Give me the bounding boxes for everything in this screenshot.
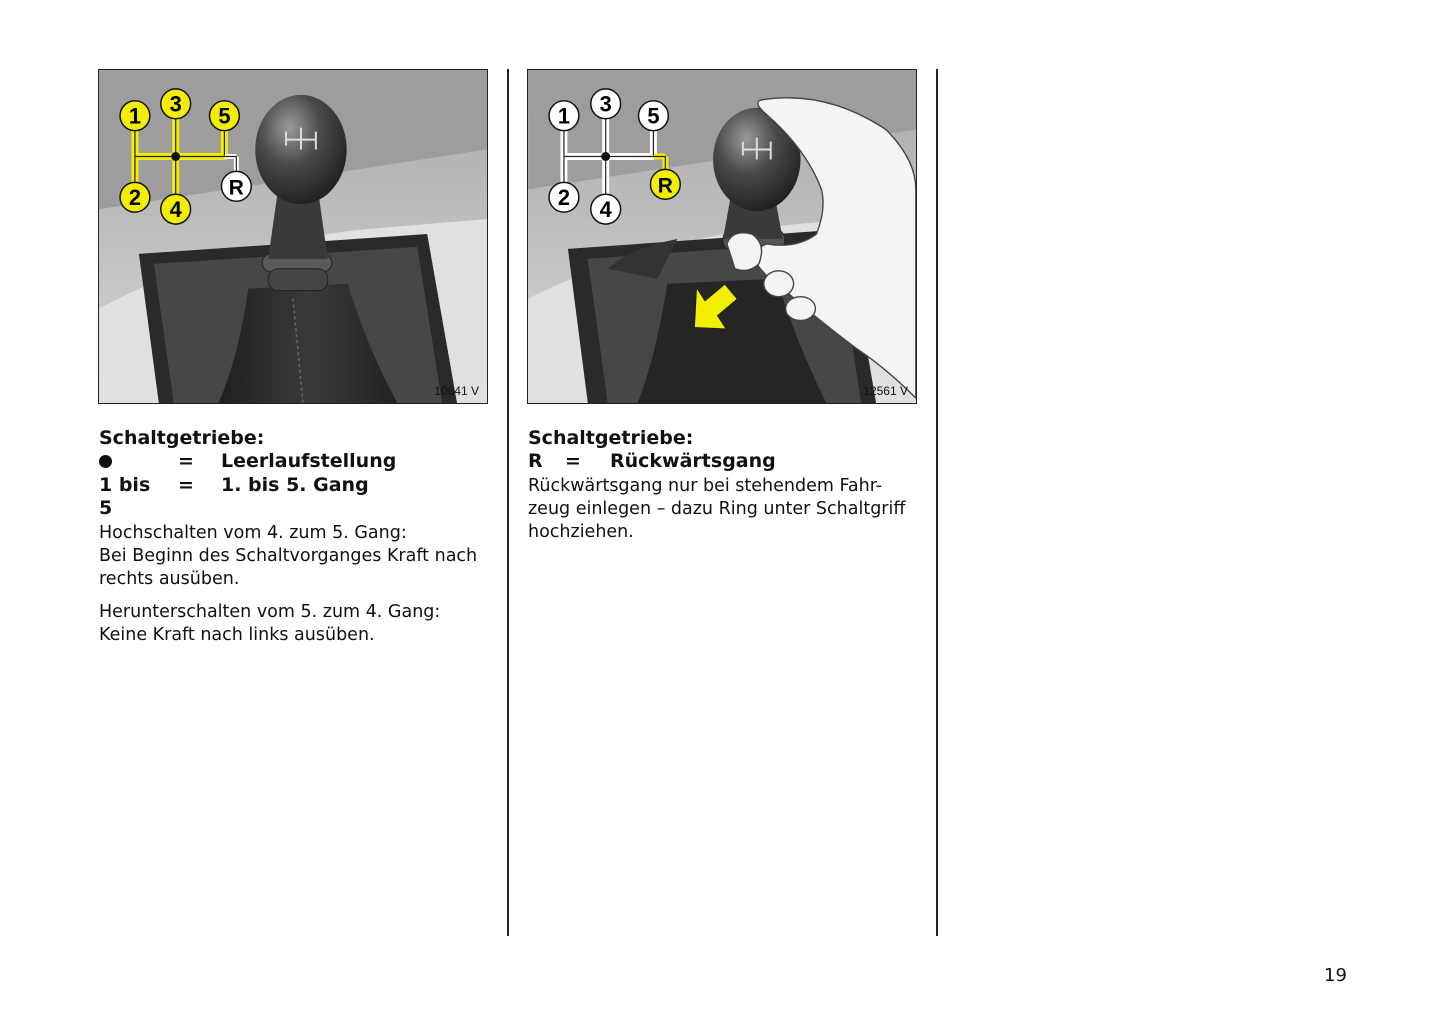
figure-code: 12561 V <box>863 384 908 398</box>
gear-label-r <box>650 169 680 199</box>
svg-text:3: 3 <box>599 91 612 117</box>
svg-text:1: 1 <box>128 103 142 129</box>
gear-label-4 <box>591 194 621 224</box>
definition-term: R <box>528 450 543 472</box>
gear-label-3 <box>591 89 621 119</box>
paragraph: Herunterschalten vom 5. zum 4. Gang: Keine Kraft nach links ausüben. <box>99 602 441 645</box>
gear-label-3 <box>161 89 191 119</box>
gear-label-2 <box>549 182 579 212</box>
svg-text:4: 4 <box>599 197 612 223</box>
svg-text:2: 2 <box>557 185 571 211</box>
gear-label-r <box>221 171 251 201</box>
svg-text:1: 1 <box>557 103 571 129</box>
column-divider <box>507 69 509 936</box>
svg-text:2: 2 <box>128 185 142 211</box>
gear-label-5 <box>210 101 240 131</box>
definition-row <box>99 450 494 474</box>
figure-code: 10641 V <box>434 384 479 398</box>
reverse-gear-illustration <box>528 70 916 403</box>
definition-row <box>99 474 494 520</box>
definition-term: 1 bis 5 <box>99 474 151 519</box>
figure-gear-pattern <box>98 69 488 404</box>
definition-eq: = <box>178 450 194 472</box>
definition-value: 1. bis 5. Gang <box>221 474 369 496</box>
gear-label-2 <box>120 182 150 212</box>
section-heading: Schaltgetriebe: <box>528 427 694 449</box>
definition-row <box>528 450 923 473</box>
column-divider <box>936 69 938 936</box>
paragraph: Rückwärtsgang nur bei stehendem Fahr- zeug einlegen – dazu Ring unter Schaltgriff hochziehen. <box>528 476 906 542</box>
definition-value: Rückwärtsgang <box>610 450 776 472</box>
paragraph: Hochschalten vom 4. zum 5. Gang: Bei Beginn des Schaltvorganges Kraft nach rechts ausüben. <box>99 523 478 589</box>
gear-label-1 <box>549 101 579 131</box>
svg-text:3: 3 <box>169 91 182 117</box>
gear-label-5 <box>639 101 669 131</box>
svg-text:4: 4 <box>169 197 182 223</box>
section-heading: Schaltgetriebe: <box>99 427 265 449</box>
svg-text:R: R <box>228 176 244 200</box>
svg-text:5: 5 <box>647 103 660 129</box>
definition-eq: = <box>565 450 581 472</box>
gear-shift-illustration <box>99 70 487 403</box>
svg-text:5: 5 <box>218 103 231 129</box>
gear-label-4 <box>161 194 191 224</box>
right-column-text <box>528 427 923 544</box>
definition-eq: = <box>178 474 194 496</box>
figure-reverse-gear <box>527 69 917 404</box>
page-number: 19 <box>1324 965 1347 986</box>
svg-text:R: R <box>657 174 673 198</box>
left-column-text <box>99 427 494 647</box>
definition-value: Leerlaufstellung <box>221 450 397 472</box>
neutral-dot-icon <box>99 455 112 468</box>
gear-label-1 <box>120 101 150 131</box>
